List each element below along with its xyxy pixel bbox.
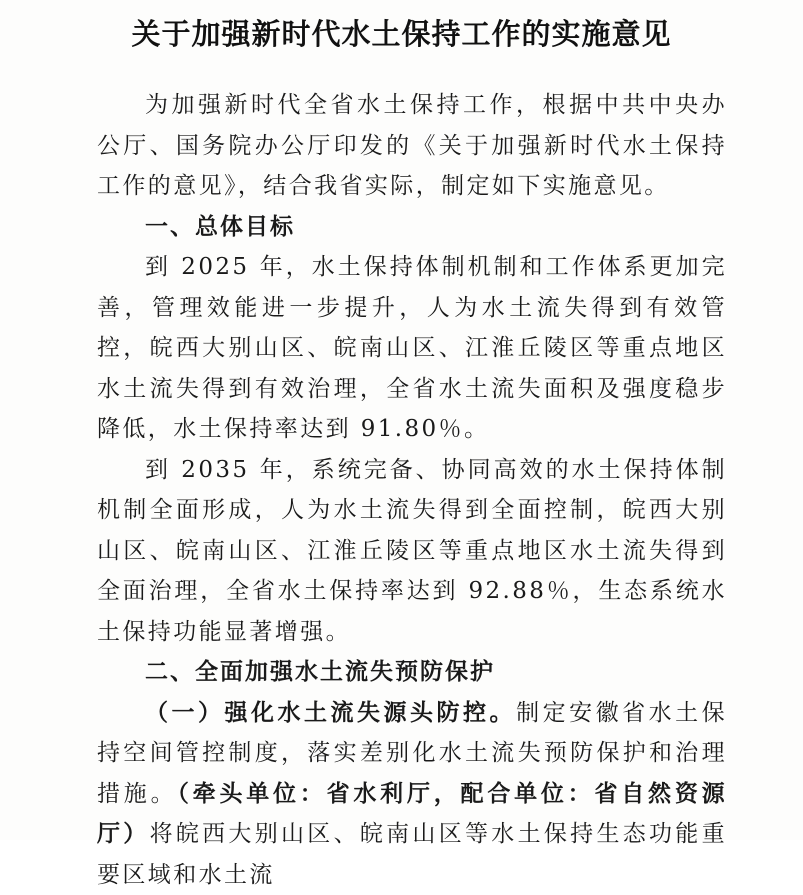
- section-1-paragraph-2: 到 2035 年，系统完备、协同高效的水土保持体制机制全面形成，人为水土流失得到全面控制，皖西大别山区、皖南山区、江淮丘陵区等重点地区水土流失得到全面治理，全省水土保持率达到 92.88％，生态系统水土保持功能显著增强。: [97, 450, 727, 653]
- item-1-label: （一）强化水土流失源头防控。: [145, 700, 516, 726]
- section-2-heading: 二、全面加强水土流失预防保护: [97, 652, 727, 693]
- item-1-text: 制定安徽省水土保持空间管控制度，落实差别化水土流失预防保护和治理措施。: [97, 700, 727, 807]
- intro-paragraph: 为加强新时代全省水土保持工作，根据中共中央办公厅、国务院办公厅印发的《关于加强新时代水土保持工作的意见》，结合我省实际，制定如下实施意见。: [97, 85, 727, 207]
- section-1-heading: 一、总体目标: [97, 207, 727, 248]
- section-2-item-1: [97, 693, 727, 895]
- document-body: [97, 85, 727, 895]
- section-1-paragraph-1: 到 2025 年，水土保持体制机制和工作体系更加完善，管理效能进一步提升，人为水土流失得到有效管控，皖西大别山区、皖南山区、江淮丘陵区等重点地区水土流失得到有效治理，全省水土流失面积及强度稳步降低，水土保持率达到 91.80％。: [97, 247, 727, 450]
- document-title: 关于加强新时代水土保持工作的实施意见: [0, 12, 803, 53]
- item-1-continuation: 将皖西大别山区、皖南山区等水土保持生态功能重要区域和水土流: [97, 821, 727, 888]
- item-1-note: （牵头单位：省水利厅，配合单位：省自然资源厅）: [97, 781, 727, 848]
